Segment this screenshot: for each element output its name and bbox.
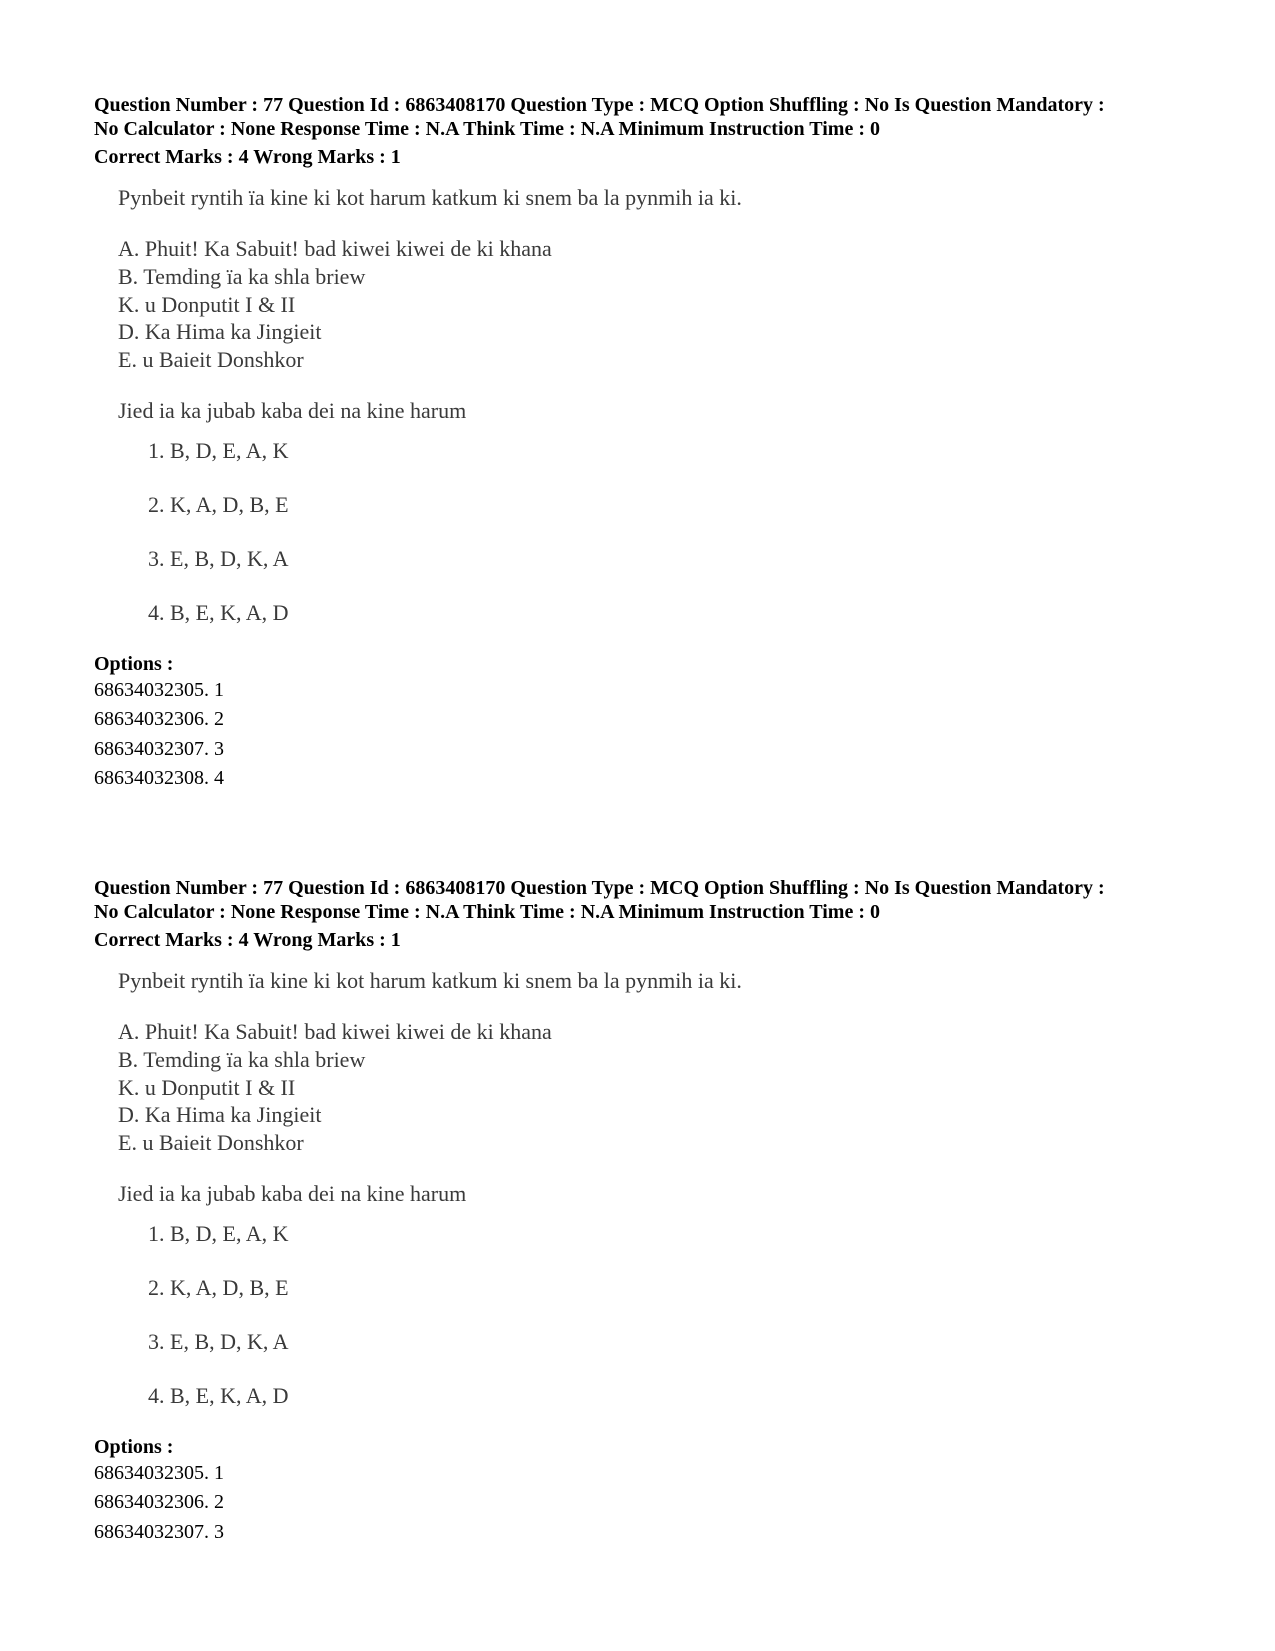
answer-choice: 1. B, D, E, A, K xyxy=(148,437,289,463)
question-prompt: Jied ia ka jubab kaba dei na kine harum xyxy=(118,1180,467,1206)
option-item: 68634032306. 2 xyxy=(94,1491,224,1514)
answer-choice: 1. B, D, E, A, K xyxy=(148,1220,289,1246)
question-marks: Correct Marks : 4 Wrong Marks : 1 xyxy=(94,929,401,951)
question-meta-line-2: No Calculator : None Response Time : N.A Think Time : N.A Minimum Instruction Time : 0 xyxy=(94,118,880,140)
question-item: E. u Baieit Donshkor xyxy=(118,347,304,373)
answer-choice: 2. K, A, D, B, E xyxy=(148,491,289,517)
question-items xyxy=(118,1018,818,1157)
option-item: 68634032308. 4 xyxy=(94,766,224,789)
question-prompt: Jied ia ka jubab kaba dei na kine harum xyxy=(118,397,467,423)
options-label: Options : xyxy=(94,1435,174,1458)
question-item: D. Ka Hima ka Jingieit xyxy=(118,1102,322,1128)
question-item: E. u Baieit Donshkor xyxy=(118,1130,304,1156)
answer-choices xyxy=(118,438,818,626)
question-meta-line-1: Question Number : 77 Question Id : 6863408170 Question Type : MCQ Option Shuffling : No Is Question Mandatory : xyxy=(94,877,1105,899)
question-meta-line-1: Question Number : 77 Question Id : 6863408170 Question Type : MCQ Option Shuffling : No Is Question Mandatory : xyxy=(94,94,1105,116)
question-item: A. Phuit! Ka Sabuit! bad kiwei kiwei de ki khana xyxy=(118,1019,552,1044)
answer-choice: 4. B, E, K, A, D xyxy=(148,1382,289,1408)
options-label: Options : xyxy=(94,652,174,675)
question-items xyxy=(118,235,818,374)
question-block xyxy=(94,93,1194,793)
options-list xyxy=(94,676,1194,793)
question-block xyxy=(94,876,1194,1547)
answer-choice: 3. E, B, D, K, A xyxy=(148,1328,289,1354)
option-item: 68634032306. 2 xyxy=(94,708,224,731)
question-marks: Correct Marks : 4 Wrong Marks : 1 xyxy=(94,146,401,168)
question-item: D. Ka Hima ka Jingieit xyxy=(118,319,322,345)
option-item: 68634032307. 3 xyxy=(94,1520,224,1543)
question-meta-line-2: No Calculator : None Response Time : N.A Think Time : N.A Minimum Instruction Time : 0 xyxy=(94,901,880,923)
answer-choice: 2. K, A, D, B, E xyxy=(148,1274,289,1300)
answer-choices xyxy=(118,1221,818,1409)
question-item: K. u Donputit I & II xyxy=(118,1074,296,1100)
options-list xyxy=(94,1459,1194,1547)
question-item: B. Temding ïa ka shla briew xyxy=(118,1046,366,1072)
answer-choice: 4. B, E, K, A, D xyxy=(148,599,289,625)
question-item: B. Temding ïa ka shla briew xyxy=(118,263,366,289)
question-image xyxy=(118,968,818,1409)
option-item: 68634032305. 1 xyxy=(94,678,224,701)
question-item: K. u Donputit I & II xyxy=(118,291,296,317)
question-item: A. Phuit! Ka Sabuit! bad kiwei kiwei de ki khana xyxy=(118,236,552,261)
question-image xyxy=(118,185,818,626)
option-item: 68634032305. 1 xyxy=(94,1461,224,1484)
question-stem: Pynbeit ryntih ïa kine ki kot harum katkum ki snem ba la pynmih ia ki. xyxy=(118,185,742,210)
answer-choice: 3. E, B, D, K, A xyxy=(148,545,289,571)
option-item: 68634032307. 3 xyxy=(94,737,224,760)
question-stem: Pynbeit ryntih ïa kine ki kot harum katkum ki snem ba la pynmih ia ki. xyxy=(118,968,742,993)
